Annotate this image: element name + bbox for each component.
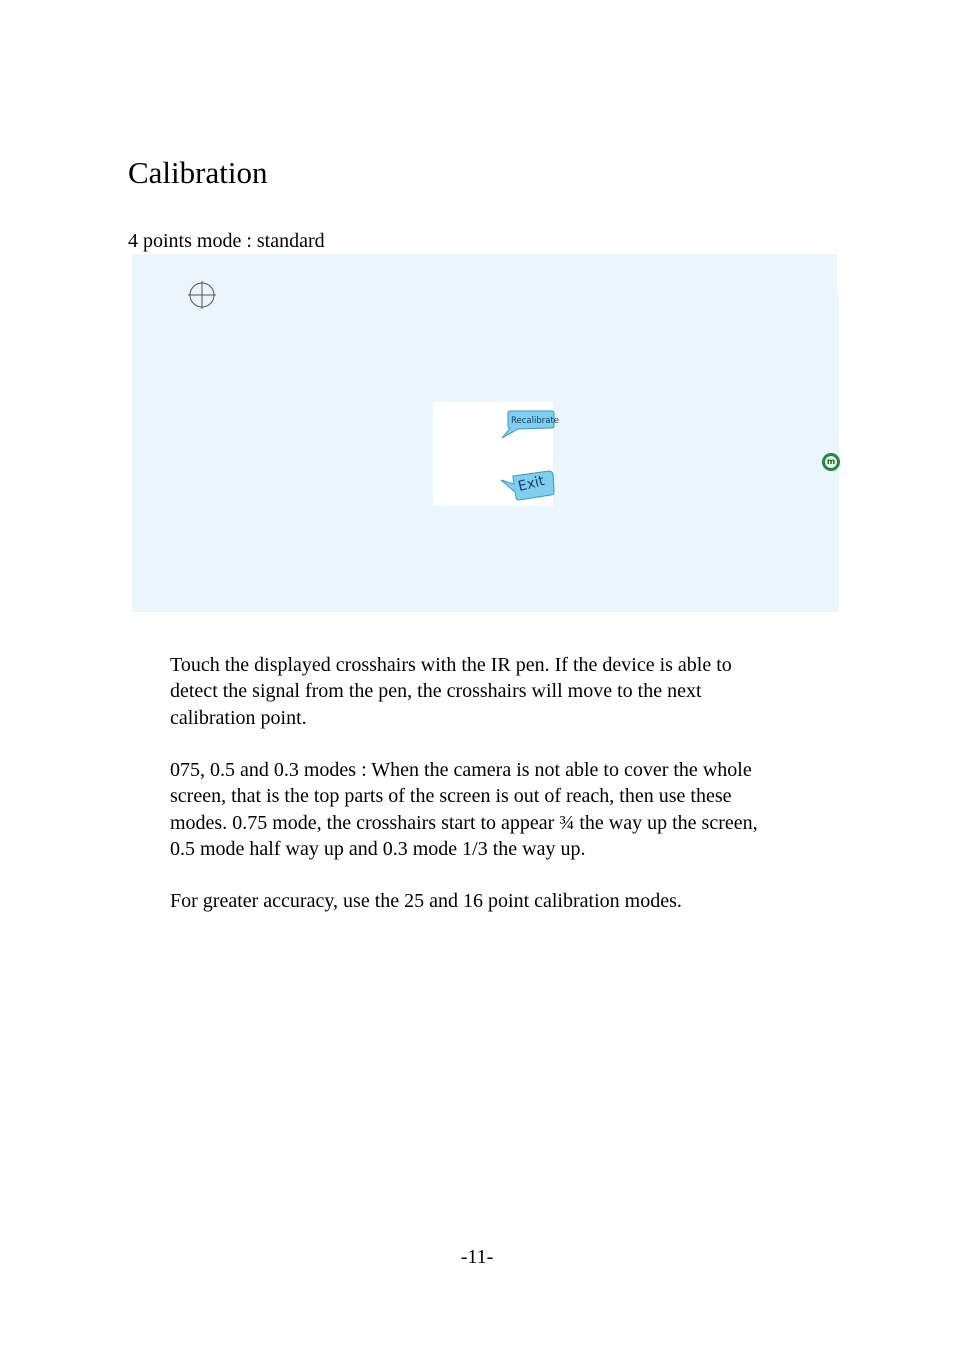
paragraph-line: 0.5 mode half way up and 0.3 mode 1/3 the way up. <box>170 837 586 860</box>
page-number: -11- <box>460 1246 494 1268</box>
paragraph-line: calibration point. <box>170 706 307 729</box>
screen-edge-divider <box>837 254 839 294</box>
paragraph-line: For greater accuracy, use the 25 and 16 point calibration modes. <box>170 890 682 912</box>
exit-button[interactable] <box>499 470 557 504</box>
paragraph-line: detect the signal from the pen, the crosshairs will move to the next <box>170 680 702 703</box>
paragraph-line: modes. 0.75 mode, the crosshairs start to appear ¾ the way up the screen, <box>170 811 758 834</box>
app-tray-icon[interactable] <box>822 453 840 471</box>
exit-label: Exit <box>516 473 547 495</box>
paragraph-touch-crosshairs <box>170 652 850 731</box>
recalibrate-label: Recalibrate <box>511 416 560 426</box>
mode-label: 4 points mode : standard <box>128 230 325 252</box>
paragraph-greater-accuracy <box>170 888 850 914</box>
paragraph-line: screen, that is the top parts of the screen is out of reach, then use these <box>170 785 732 808</box>
paragraph-line: 075, 0.5 and 0.3 modes : When the camera is not able to cover the whole <box>170 759 752 781</box>
app-tray-glyph: m <box>826 457 836 466</box>
paragraph-line: Touch the displayed crosshairs with the IR pen. If the device is able to <box>170 654 732 676</box>
page-heading: Calibration <box>128 155 268 190</box>
calibration-menu-panel <box>433 402 560 506</box>
calibration-screen-screenshot <box>132 254 839 612</box>
crosshair-icon[interactable] <box>187 280 217 310</box>
recalibrate-button[interactable] <box>500 410 560 440</box>
paragraph-partial-modes <box>170 757 850 862</box>
